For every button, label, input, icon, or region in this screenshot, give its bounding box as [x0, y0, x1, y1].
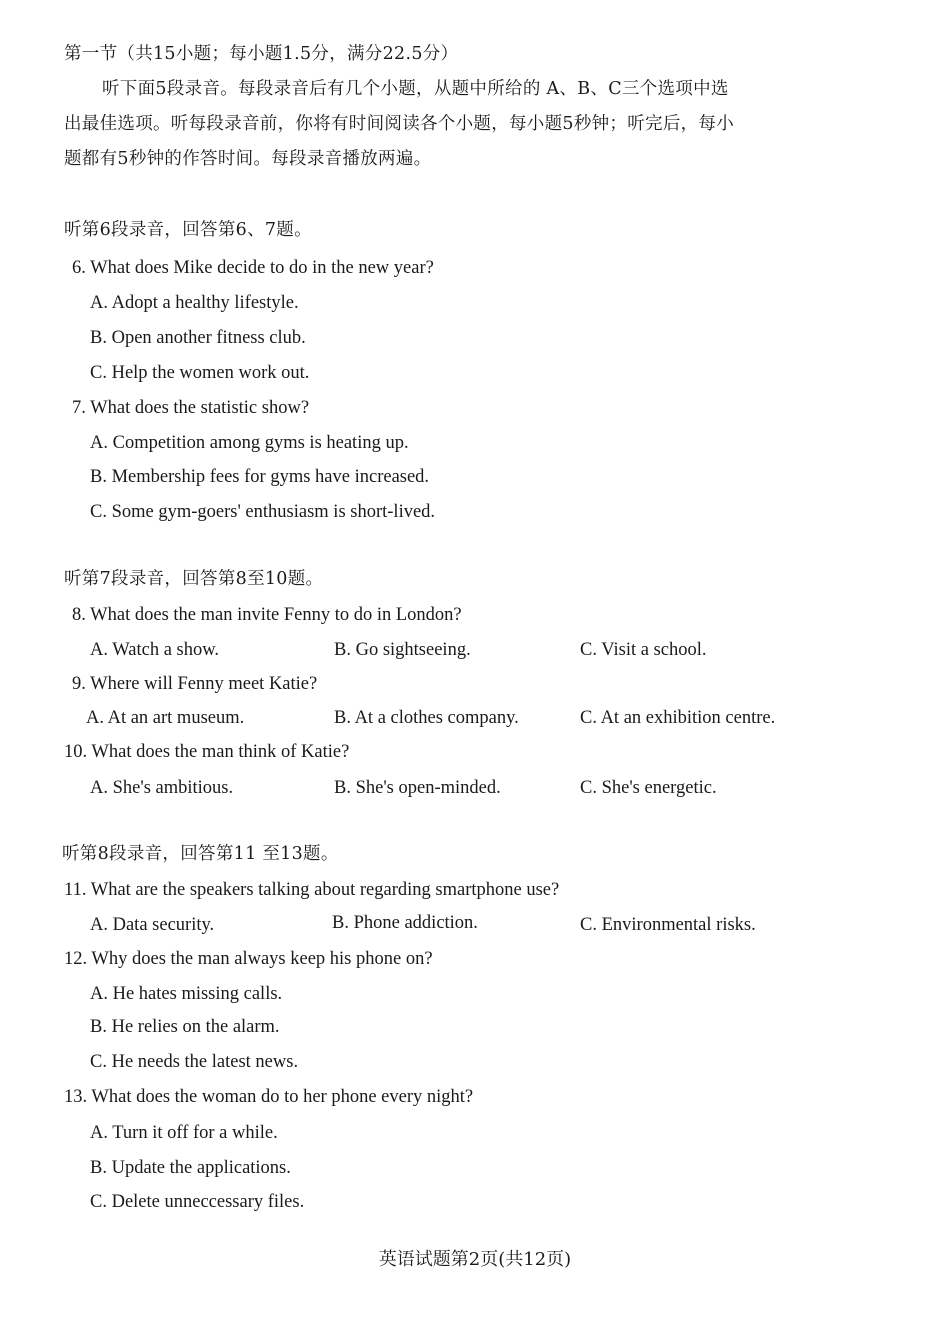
option-12a: A. He hates missing calls. [90, 984, 283, 1004]
option-8c: C. Visit a school. [580, 640, 707, 660]
instructions-line-1: 听下面5段录音。每段录音后有几个小题，从题中所给的 A、B、C三个选项中选 [102, 79, 729, 99]
option-8a: A. Watch a show. [90, 640, 220, 660]
question-6: 6. What does Mike decide to do in the new year? [72, 258, 434, 278]
option-13b: B. Update the applications. [90, 1158, 291, 1178]
question-13: 13. What does the woman do to her phone every night? [64, 1087, 474, 1107]
option-11b: B. Phone addiction. [332, 913, 478, 933]
option-10b: B. She's open-minded. [334, 778, 501, 798]
question-10: 10. What does the man think of Katie? [64, 742, 350, 762]
option-6a: A. Adopt a healthy lifestyle. [90, 293, 299, 313]
option-6c: C. Help the women work out. [90, 363, 310, 383]
option-7b: B. Membership fees for gyms have increased. [90, 467, 430, 487]
page-footer: 英语试题第2页(共12页) [378, 1249, 572, 1270]
option-7c: C. Some gym-goers' enthusiasm is short-lived. [90, 502, 436, 522]
option-10c: C. She's energetic. [580, 778, 717, 798]
question-8: 8. What does the man invite Fenny to do in London? [72, 605, 462, 625]
question-7: 7. What does the statistic show? [72, 398, 310, 418]
question-9: 9. Where will Fenny meet Katie? [72, 674, 318, 694]
option-6b: B. Open another fitness club. [90, 328, 306, 348]
group-heading: 听第6段录音，回答第6、7题。 [64, 220, 312, 240]
option-13a: A. Turn it off for a while. [90, 1123, 278, 1143]
option-8b: B. Go sightseeing. [334, 640, 471, 660]
instructions-line-2: 出最佳选项。听每段录音前，你将有时间阅读各个小题，每小题5秒钟；听完后，每小 [64, 114, 735, 134]
option-11c: C. Environmental risks. [580, 915, 756, 935]
group-heading: 听第7段录音，回答第8至10题。 [64, 569, 324, 589]
option-7a: A. Competition among gyms is heating up. [90, 433, 409, 453]
option-11a: A. Data security. [90, 915, 215, 935]
option-9a: A. At an art museum. [86, 708, 245, 728]
instructions-line-3: 题都有5秒钟的作答时间。每段录音播放两遍。 [64, 149, 432, 169]
option-9b: B. At a clothes company. [334, 708, 519, 728]
option-13c: C. Delete unneccessary files. [90, 1192, 305, 1212]
option-10a: A. She's ambitious. [90, 778, 234, 798]
section-header: 第一节（共15小题；每小题1.5分，满分22.5分） [64, 44, 459, 64]
option-12c: C. He needs the latest news. [90, 1052, 299, 1072]
option-9c: C. At an exhibition centre. [580, 708, 776, 728]
question-12: 12. Why does the man always keep his phone on? [64, 949, 433, 969]
option-12b: B. He relies on the alarm. [90, 1017, 280, 1037]
group-heading: 听第8段录音，回答第11 至13题。 [62, 844, 339, 864]
question-11: 11. What are the speakers talking about regarding smartphone use? [64, 880, 560, 900]
